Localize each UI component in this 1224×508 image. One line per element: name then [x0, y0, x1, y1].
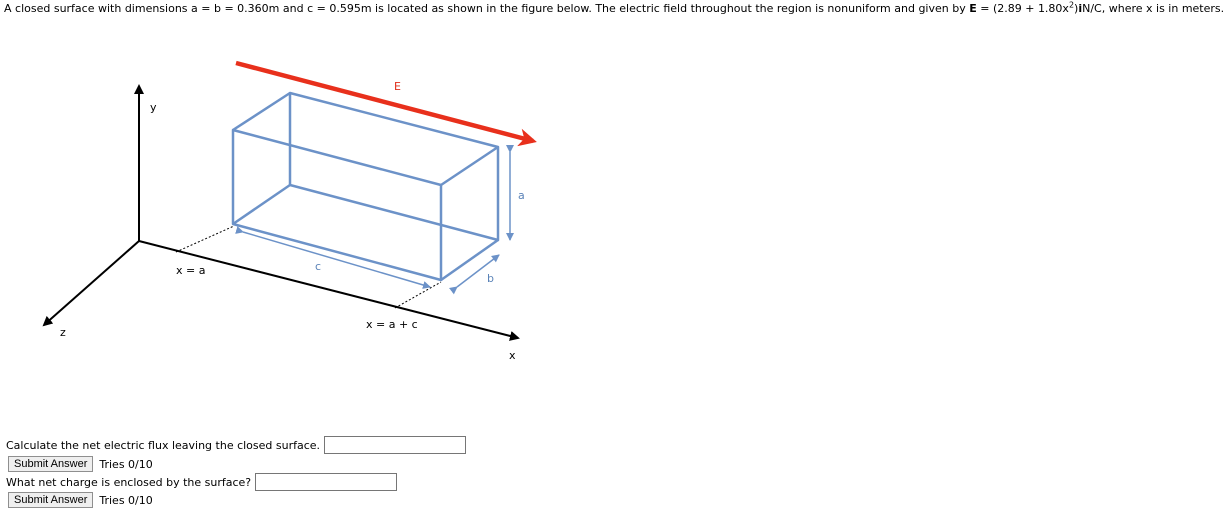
question-charge-label: What net charge is enclosed by the surface? — [6, 475, 252, 489]
z-axis — [44, 241, 139, 325]
equation-end: ) — [1074, 2, 1079, 15]
question-charge-row — [6, 473, 397, 491]
label-c: c — [315, 260, 322, 273]
dimension-c-arrow — [243, 232, 430, 287]
equation-exponent: 2 — [1068, 0, 1075, 10]
question-flux-row — [6, 436, 466, 454]
equation-start: = (2.89 + 1.80x — [976, 2, 1069, 15]
x-axis — [139, 241, 518, 338]
label-E: E — [394, 80, 401, 93]
label-x-eq-a-plus-c: x = a + c — [366, 318, 418, 331]
unit-vector-i: i — [1078, 2, 1083, 15]
problem-text-before: A closed surface with dimensions a = b = 0.360m and c = 0.595m is located as shown in the figure below. The electric field throughout the region is nonuniform and given by — [4, 2, 970, 15]
label-x-eq-a: x = a — [176, 264, 206, 277]
label-x: x — [509, 349, 516, 362]
label-b: b — [487, 272, 494, 285]
label-y: y — [150, 101, 157, 114]
flux-answer-input[interactable] — [324, 436, 466, 454]
dashed-line-x-a — [176, 226, 234, 252]
tries-counter-charge: Tries 0/10 — [99, 493, 153, 507]
submit-row-flux — [8, 456, 153, 472]
submit-answer-button-charge[interactable]: Submit Answer — [8, 492, 93, 508]
dashed-line-x-a-plus-c — [395, 282, 441, 308]
label-a: a — [518, 189, 525, 202]
field-symbol: E — [969, 2, 977, 15]
submit-row-charge — [8, 492, 153, 508]
question-flux-label: Calculate the net electric flux leaving the closed surface. — [6, 438, 321, 452]
electric-field-arrow — [236, 63, 533, 141]
tries-counter-flux: Tries 0/10 — [99, 457, 153, 471]
label-z: z — [60, 326, 66, 339]
problem-text-after: N/C, where x is in meters. — [1082, 2, 1224, 15]
charge-answer-input[interactable] — [255, 473, 397, 491]
submit-answer-button-flux[interactable]: Submit Answer — [8, 456, 93, 472]
